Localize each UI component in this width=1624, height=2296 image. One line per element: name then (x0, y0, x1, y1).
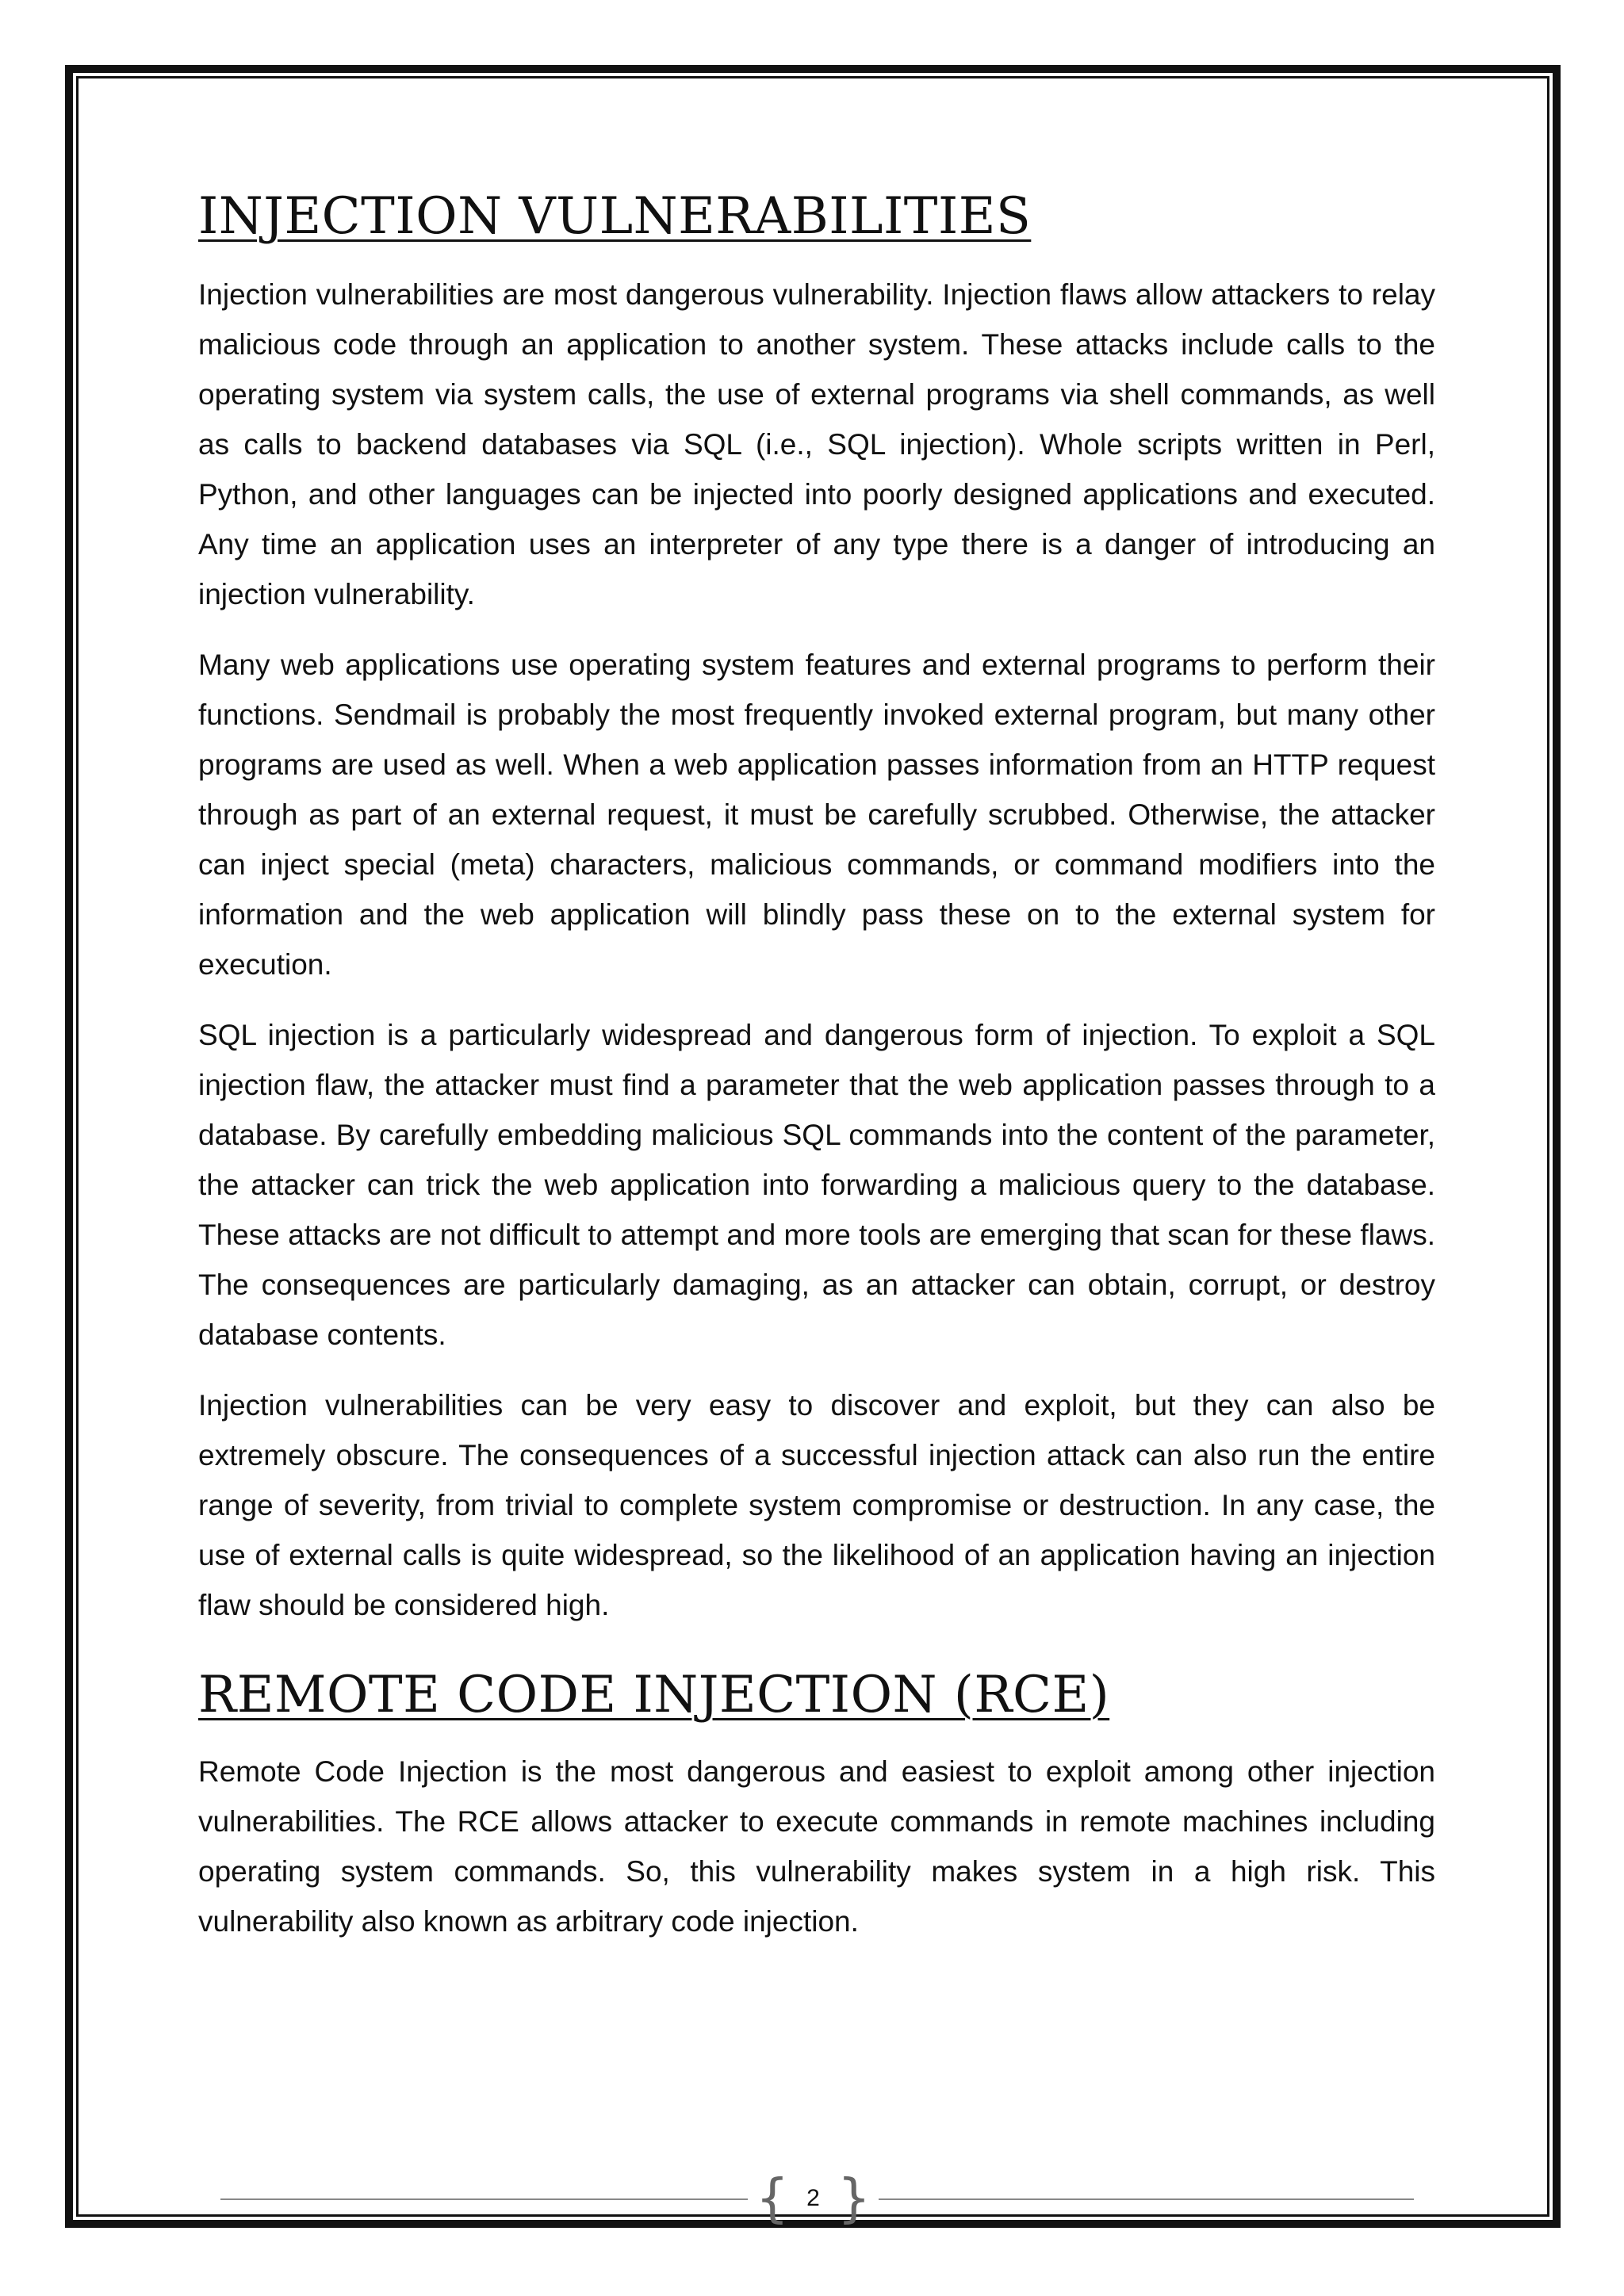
paragraph: Injection vulnerabilities can be very easy to discover and exploit, but they can also be extremely obscure. The consequences of a successful injection attack can also run the entire range of severity, from trivial to complete system compromise or destruction. In any case, the use of external calls is quite widespread, so the likelihood of an application having an injection flaw should be considered high. (198, 1388, 1435, 1621)
page-number-box (756, 2168, 871, 2229)
right-bracket-icon: } (837, 2168, 871, 2229)
page-footer (220, 2168, 1414, 2229)
document-content (198, 186, 1435, 1967)
paragraph: Injection vulnerabilities are most dangerous vulnerability. Injection flaws allow attackers to relay malicious code through an application to another system. These attacks include calls to the operating system via system calls, the use of external programs via shell commands, as well as calls to backend databases via SQL (i.e., SQL injection). Whole scripts written in Perl, Python, and other languages can be injected into poorly designed applications and executed. Any time an application uses an interpreter of any type there is a danger of introducing an injection vulnerability. (198, 277, 1435, 610)
footer-rule-right (879, 2198, 1414, 2200)
page-number: 2 (806, 2185, 820, 2211)
left-bracket-icon: { (756, 2168, 789, 2229)
section-heading-remote-code-injection: REMOTE CODE INJECTION (RCE) (198, 1665, 1110, 1724)
section-heading-injection-vulnerabilities: INJECTION VULNERABILITIES (198, 187, 1032, 246)
paragraph: Many web applications use operating system features and external programs to perform their functions. Sendmail is probably the most frequently invoked external program, but many other programs are used as well. When a web application passes information from an HTTP request through as part of an external request, it must be carefully scrubbed. Otherwise, the attacker can inject special (meta) characters, malicious commands, or command modifiers into the information and the web application will blindly pass these on to the external system for execution. (198, 648, 1435, 981)
footer-rule-left (220, 2198, 748, 2200)
paragraph: SQL injection is a particularly widespread and dangerous form of injection. To exploit a SQL injection flaw, the attacker must find a parameter that the web application passes through to a database. By carefully embedding malicious SQL commands into the content of the parameter, the attacker can trick the web application into forwarding a malicious query to the database. These attacks are not difficult to attempt and more tools are emerging that scan for these flaws. The consequences are particularly damaging, as an attacker can obtain, corrupt, or destroy database contents. (198, 1018, 1435, 1351)
paragraph: Remote Code Injection is the most dangerous and easiest to exploit among other injection vulnerabilities. The RCE allows attacker to execute commands in remote machines including operating system commands. So, this vulnerability makes system in a high risk. This vulnerability also known as arbitrary code injection. (198, 1755, 1435, 1938)
